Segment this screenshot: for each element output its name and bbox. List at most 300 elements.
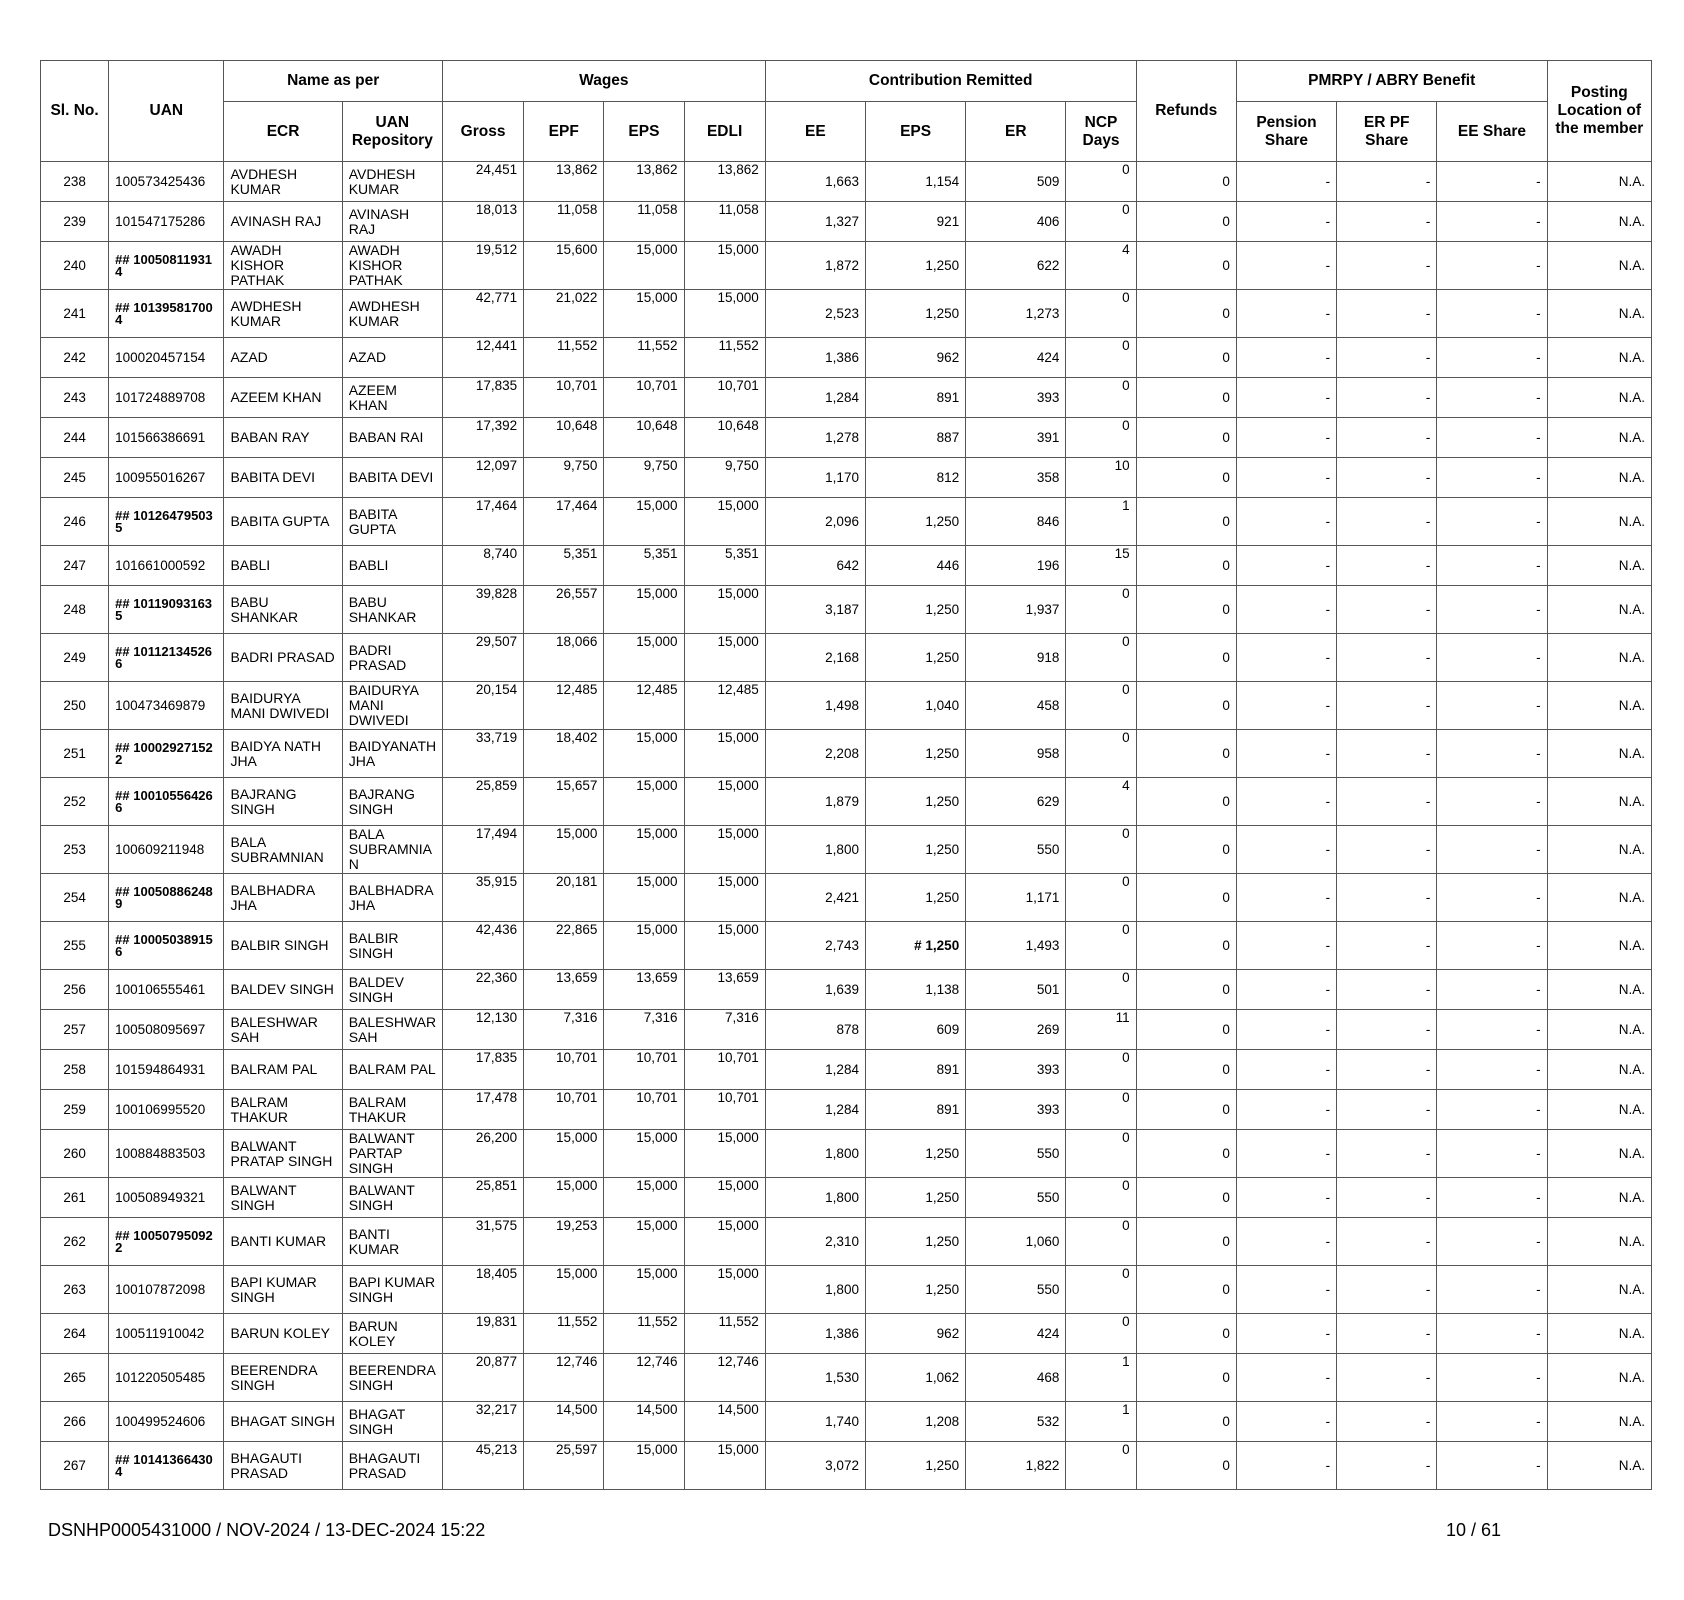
cell-ncp-days: 4 — [1066, 242, 1136, 290]
cell-eps: 13,659 — [604, 970, 684, 1010]
cell-sl-no: 245 — [41, 458, 109, 498]
cell-eps: 15,000 — [604, 1178, 684, 1218]
table-row — [41, 378, 1652, 418]
cell-ncp-days: 0 — [1066, 1218, 1136, 1266]
cell-uan-repository-name: BALRAM THAKUR — [342, 1090, 442, 1130]
cell-ee: 1,386 — [765, 1314, 865, 1354]
table-row — [41, 1402, 1652, 1442]
cell-eps: 15,000 — [604, 1218, 684, 1266]
cell-ncp-days: 4 — [1066, 778, 1136, 826]
header-name-as-per: Name as per — [224, 61, 443, 102]
cell-er: 622 — [966, 242, 1066, 290]
table-row — [41, 498, 1652, 546]
cell-ee: 878 — [765, 1010, 865, 1050]
cell-posting-location: N.A. — [1547, 634, 1651, 682]
cell-contribution-eps: 1,250 — [865, 1130, 965, 1178]
header-wages: Wages — [442, 61, 765, 102]
cell-gross: 24,451 — [442, 162, 523, 202]
cell-ecr-name: BALESHWAR SAH — [224, 1010, 342, 1050]
cell-uan: ## 10010556426 6 — [109, 778, 224, 826]
cell-uan-repository-name: BABLI — [342, 546, 442, 586]
cell-ecr-name: BALRAM THAKUR — [224, 1090, 342, 1130]
cell-pension-share: - — [1236, 1402, 1336, 1442]
cell-ncp-days: 0 — [1066, 586, 1136, 634]
cell-uan-repository-name: BAIDURYA MANI DWIVEDI — [342, 682, 442, 730]
cell-uan: 100508095697 — [109, 1010, 224, 1050]
cell-sl-no: 244 — [41, 418, 109, 458]
cell-sl-no: 254 — [41, 874, 109, 922]
cell-er-pf-share: - — [1337, 586, 1437, 634]
cell-eps: 5,351 — [604, 546, 684, 586]
cell-gross: 22,360 — [442, 970, 523, 1010]
cell-uan: 100473469879 — [109, 682, 224, 730]
cell-gross: 18,013 — [442, 202, 523, 242]
cell-epf: 7,316 — [524, 1010, 604, 1050]
cell-sl-no: 258 — [41, 1050, 109, 1090]
cell-er: 1,171 — [966, 874, 1066, 922]
cell-epf: 19,253 — [524, 1218, 604, 1266]
cell-er: 918 — [966, 634, 1066, 682]
cell-epf: 20,181 — [524, 874, 604, 922]
cell-refunds: 0 — [1136, 242, 1236, 290]
cell-gross: 45,213 — [442, 1442, 523, 1490]
cell-uan: ## 10050811931 4 — [109, 242, 224, 290]
cell-er: 468 — [966, 1354, 1066, 1402]
cell-ee-share: - — [1437, 1130, 1547, 1178]
cell-posting-location: N.A. — [1547, 162, 1651, 202]
cell-ncp-days: 0 — [1066, 874, 1136, 922]
cell-er: 550 — [966, 826, 1066, 874]
cell-refunds: 0 — [1136, 458, 1236, 498]
cell-posting-location: N.A. — [1547, 338, 1651, 378]
cell-eps: 11,058 — [604, 202, 684, 242]
table-row — [41, 1266, 1652, 1314]
cell-ecr-name: BAIDURYA MANI DWIVEDI — [224, 682, 342, 730]
cell-ncp-days: 0 — [1066, 1178, 1136, 1218]
cell-er: 846 — [966, 498, 1066, 546]
cell-posting-location: N.A. — [1547, 730, 1651, 778]
cell-edli: 15,000 — [684, 922, 765, 970]
cell-ee-share: - — [1437, 826, 1547, 874]
cell-er: 1,273 — [966, 290, 1066, 338]
cell-refunds: 0 — [1136, 1178, 1236, 1218]
ecr-contribution-table — [40, 60, 1652, 1490]
cell-epf: 21,022 — [524, 290, 604, 338]
cell-sl-no: 252 — [41, 778, 109, 826]
cell-uan-repository-name: BALRAM PAL — [342, 1050, 442, 1090]
cell-ee: 3,187 — [765, 586, 865, 634]
cell-sl-no: 266 — [41, 1402, 109, 1442]
cell-er: 458 — [966, 682, 1066, 730]
cell-uan: 101661000592 — [109, 546, 224, 586]
cell-edli: 15,000 — [684, 1442, 765, 1490]
cell-pension-share: - — [1236, 1010, 1336, 1050]
cell-eps: 10,701 — [604, 1090, 684, 1130]
table-row — [41, 778, 1652, 826]
cell-ee-share: - — [1437, 1266, 1547, 1314]
cell-edli: 10,701 — [684, 378, 765, 418]
table-row — [41, 826, 1652, 874]
cell-eps: 15,000 — [604, 242, 684, 290]
cell-refunds: 0 — [1136, 634, 1236, 682]
cell-pension-share: - — [1236, 546, 1336, 586]
cell-ecr-name: BANTI KUMAR — [224, 1218, 342, 1266]
cell-edli: 12,746 — [684, 1354, 765, 1402]
cell-gross: 17,392 — [442, 418, 523, 458]
header-sl-no: Sl. No. — [41, 61, 109, 162]
cell-pension-share: - — [1236, 1050, 1336, 1090]
cell-er-pf-share: - — [1337, 162, 1437, 202]
cell-uan: 100573425436 — [109, 162, 224, 202]
cell-uan-repository-name: BALBHADRA JHA — [342, 874, 442, 922]
cell-ee: 1,170 — [765, 458, 865, 498]
cell-uan-repository-name: BABITA DEVI — [342, 458, 442, 498]
cell-refunds: 0 — [1136, 418, 1236, 458]
cell-edli: 11,552 — [684, 1314, 765, 1354]
cell-uan: 100106555461 — [109, 970, 224, 1010]
cell-edli: 13,659 — [684, 970, 765, 1010]
table-row — [41, 458, 1652, 498]
cell-uan-repository-name: AZEEM KHAN — [342, 378, 442, 418]
cell-contribution-eps: 1,208 — [865, 1402, 965, 1442]
cell-sl-no: 239 — [41, 202, 109, 242]
cell-gross: 35,915 — [442, 874, 523, 922]
cell-eps: 15,000 — [604, 634, 684, 682]
cell-posting-location: N.A. — [1547, 1178, 1651, 1218]
cell-uan: 100955016267 — [109, 458, 224, 498]
cell-ecr-name: BABITA GUPTA — [224, 498, 342, 546]
cell-sl-no: 255 — [41, 922, 109, 970]
cell-edli: 9,750 — [684, 458, 765, 498]
cell-er-pf-share: - — [1337, 874, 1437, 922]
cell-ecr-name: BHAGAT SINGH — [224, 1402, 342, 1442]
cell-ncp-days: 10 — [1066, 458, 1136, 498]
cell-pension-share: - — [1236, 1130, 1336, 1178]
cell-refunds: 0 — [1136, 1266, 1236, 1314]
cell-er-pf-share: - — [1337, 1050, 1437, 1090]
cell-ee-share: - — [1437, 458, 1547, 498]
cell-uan: 100106995520 — [109, 1090, 224, 1130]
cell-ecr-name: BAPI KUMAR SINGH — [224, 1266, 342, 1314]
cell-ee: 1,327 — [765, 202, 865, 242]
cell-uan-repository-name: BABAN RAI — [342, 418, 442, 458]
cell-posting-location: N.A. — [1547, 242, 1651, 290]
cell-epf: 15,600 — [524, 242, 604, 290]
cell-refunds: 0 — [1136, 202, 1236, 242]
header-edli: EDLI — [684, 102, 765, 162]
cell-eps: 15,000 — [604, 874, 684, 922]
cell-ncp-days: 0 — [1066, 826, 1136, 874]
cell-ee: 2,421 — [765, 874, 865, 922]
cell-eps: 15,000 — [604, 730, 684, 778]
table-row — [41, 290, 1652, 338]
cell-ee-share: - — [1437, 1050, 1547, 1090]
cell-contribution-eps: 1,250 — [865, 586, 965, 634]
cell-uan: 100020457154 — [109, 338, 224, 378]
cell-epf: 15,000 — [524, 1130, 604, 1178]
cell-eps: 12,746 — [604, 1354, 684, 1402]
cell-uan-repository-name: BEERENDRA SINGH — [342, 1354, 442, 1402]
cell-er-pf-share: - — [1337, 1266, 1437, 1314]
cell-ncp-days: 0 — [1066, 1314, 1136, 1354]
cell-ncp-days: 0 — [1066, 162, 1136, 202]
cell-ncp-days: 0 — [1066, 202, 1136, 242]
cell-uan-repository-name: BALWANT SINGH — [342, 1178, 442, 1218]
cell-ncp-days: 0 — [1066, 1090, 1136, 1130]
cell-edli: 15,000 — [684, 290, 765, 338]
cell-uan: 100609211948 — [109, 826, 224, 874]
cell-sl-no: 265 — [41, 1354, 109, 1402]
cell-ee: 1,663 — [765, 162, 865, 202]
cell-sl-no: 267 — [41, 1442, 109, 1490]
cell-posting-location: N.A. — [1547, 922, 1651, 970]
cell-edli: 15,000 — [684, 1178, 765, 1218]
cell-ee-share: - — [1437, 778, 1547, 826]
cell-eps: 15,000 — [604, 586, 684, 634]
cell-er-pf-share: - — [1337, 1442, 1437, 1490]
cell-posting-location: N.A. — [1547, 1050, 1651, 1090]
cell-ncp-days: 0 — [1066, 338, 1136, 378]
cell-er-pf-share: - — [1337, 1010, 1437, 1050]
cell-uan-repository-name: BAIDYANATH JHA — [342, 730, 442, 778]
cell-eps: 7,316 — [604, 1010, 684, 1050]
cell-gross: 18,405 — [442, 1266, 523, 1314]
cell-ee-share: - — [1437, 1402, 1547, 1442]
cell-uan: 100508949321 — [109, 1178, 224, 1218]
cell-edli: 14,500 — [684, 1402, 765, 1442]
cell-gross: 19,831 — [442, 1314, 523, 1354]
cell-er-pf-share: - — [1337, 1314, 1437, 1354]
cell-eps: 15,000 — [604, 290, 684, 338]
cell-er: 550 — [966, 1178, 1066, 1218]
cell-er-pf-share: - — [1337, 242, 1437, 290]
cell-epf: 22,865 — [524, 922, 604, 970]
cell-ee: 2,743 — [765, 922, 865, 970]
cell-edli: 15,000 — [684, 874, 765, 922]
cell-posting-location: N.A. — [1547, 458, 1651, 498]
cell-eps: 15,000 — [604, 826, 684, 874]
cell-epf: 5,351 — [524, 546, 604, 586]
cell-sl-no: 249 — [41, 634, 109, 682]
header-er-pf-share: ER PF Share — [1337, 102, 1437, 162]
cell-gross: 26,200 — [442, 1130, 523, 1178]
cell-eps: 9,750 — [604, 458, 684, 498]
cell-uan: 101547175286 — [109, 202, 224, 242]
cell-ee: 1,872 — [765, 242, 865, 290]
cell-posting-location: N.A. — [1547, 1402, 1651, 1442]
cell-edli: 15,000 — [684, 634, 765, 682]
cell-sl-no: 256 — [41, 970, 109, 1010]
table-row — [41, 922, 1652, 970]
cell-pension-share: - — [1236, 1218, 1336, 1266]
cell-ecr-name: BEERENDRA SINGH — [224, 1354, 342, 1402]
cell-pension-share: - — [1236, 730, 1336, 778]
table-row — [41, 586, 1652, 634]
cell-eps: 15,000 — [604, 1266, 684, 1314]
cell-gross: 12,130 — [442, 1010, 523, 1050]
cell-pension-share: - — [1236, 922, 1336, 970]
header-eps: EPS — [604, 102, 684, 162]
cell-sl-no: 238 — [41, 162, 109, 202]
cell-er: 550 — [966, 1130, 1066, 1178]
cell-contribution-eps: 1,250 — [865, 290, 965, 338]
cell-er-pf-share: - — [1337, 1130, 1437, 1178]
cell-epf: 11,552 — [524, 1314, 604, 1354]
cell-sl-no: 259 — [41, 1090, 109, 1130]
cell-ncp-days: 1 — [1066, 1354, 1136, 1402]
cell-eps: 15,000 — [604, 922, 684, 970]
cell-contribution-eps: 1,250 — [865, 498, 965, 546]
cell-ee-share: - — [1437, 162, 1547, 202]
cell-contribution-eps: 1,250 — [865, 826, 965, 874]
cell-uan: 100499524606 — [109, 1402, 224, 1442]
cell-ncp-days: 1 — [1066, 1402, 1136, 1442]
cell-ecr-name: BALA SUBRAMNIAN — [224, 826, 342, 874]
cell-uan-repository-name: BABITA GUPTA — [342, 498, 442, 546]
cell-refunds: 0 — [1136, 1010, 1236, 1050]
cell-ee: 2,523 — [765, 290, 865, 338]
header-ncp-days: NCP Days — [1066, 102, 1136, 162]
cell-ee: 1,879 — [765, 778, 865, 826]
table-row — [41, 1314, 1652, 1354]
cell-refunds: 0 — [1136, 1090, 1236, 1130]
cell-er-pf-share: - — [1337, 1218, 1437, 1266]
table-row — [41, 418, 1652, 458]
cell-ee-share: - — [1437, 586, 1547, 634]
cell-sl-no: 251 — [41, 730, 109, 778]
cell-ee-share: - — [1437, 1354, 1547, 1402]
cell-ncp-days: 1 — [1066, 498, 1136, 546]
cell-sl-no: 241 — [41, 290, 109, 338]
cell-uan-repository-name: AWDHESH KUMAR — [342, 290, 442, 338]
cell-ee-share: - — [1437, 202, 1547, 242]
cell-contribution-eps: 1,250 — [865, 730, 965, 778]
cell-epf: 12,485 — [524, 682, 604, 730]
header-uan-repository: UAN Repository — [342, 102, 442, 162]
cell-ee-share: - — [1437, 418, 1547, 458]
cell-posting-location: N.A. — [1547, 874, 1651, 922]
table-row — [41, 1354, 1652, 1402]
cell-edli: 15,000 — [684, 586, 765, 634]
cell-sl-no: 264 — [41, 1314, 109, 1354]
cell-er-pf-share: - — [1337, 290, 1437, 338]
cell-contribution-eps: 1,040 — [865, 682, 965, 730]
cell-contribution-eps: 1,250 — [865, 1442, 965, 1490]
cell-er-pf-share: - — [1337, 458, 1437, 498]
cell-epf: 18,402 — [524, 730, 604, 778]
cell-uan-repository-name: BABU SHANKAR — [342, 586, 442, 634]
cell-gross: 42,771 — [442, 290, 523, 338]
cell-er: 424 — [966, 1314, 1066, 1354]
cell-edli: 15,000 — [684, 242, 765, 290]
cell-uan: ## 10050795092 2 — [109, 1218, 224, 1266]
cell-uan-repository-name: BAPI KUMAR SINGH — [342, 1266, 442, 1314]
cell-ee: 1,800 — [765, 826, 865, 874]
cell-refunds: 0 — [1136, 730, 1236, 778]
cell-er: 1,493 — [966, 922, 1066, 970]
cell-ee: 1,284 — [765, 1050, 865, 1090]
cell-edli: 10,701 — [684, 1050, 765, 1090]
cell-ee-share: - — [1437, 970, 1547, 1010]
table-row — [41, 1050, 1652, 1090]
cell-uan: ## 10126479503 5 — [109, 498, 224, 546]
cell-refunds: 0 — [1136, 1442, 1236, 1490]
cell-eps: 10,648 — [604, 418, 684, 458]
cell-contribution-eps: 1,250 — [865, 778, 965, 826]
cell-ee: 1,498 — [765, 682, 865, 730]
cell-uan: ## 10119093163 5 — [109, 586, 224, 634]
cell-gross: 20,154 — [442, 682, 523, 730]
table-row — [41, 202, 1652, 242]
cell-uan: ## 10050886248 9 — [109, 874, 224, 922]
cell-ncp-days: 0 — [1066, 922, 1136, 970]
cell-uan: ## 10139581700 4 — [109, 290, 224, 338]
cell-er-pf-share: - — [1337, 202, 1437, 242]
cell-er: 1,937 — [966, 586, 1066, 634]
table-row — [41, 1442, 1652, 1490]
cell-er-pf-share: - — [1337, 922, 1437, 970]
cell-uan-repository-name: BHAGAT SINGH — [342, 1402, 442, 1442]
cell-pension-share: - — [1236, 826, 1336, 874]
table-body — [41, 162, 1652, 1490]
cell-contribution-eps: 1,154 — [865, 162, 965, 202]
cell-contribution-eps: 446 — [865, 546, 965, 586]
cell-er: 358 — [966, 458, 1066, 498]
cell-ecr-name: BADRI PRASAD — [224, 634, 342, 682]
cell-pension-share: - — [1236, 498, 1336, 546]
cell-ecr-name: AWDHESH KUMAR — [224, 290, 342, 338]
cell-refunds: 0 — [1136, 290, 1236, 338]
header-uan: UAN — [109, 61, 224, 162]
cell-uan: ## 10141366430 4 — [109, 1442, 224, 1490]
cell-ecr-name: BARUN KOLEY — [224, 1314, 342, 1354]
document-reference: DSNHP0005431000 / NOV-2024 / 13-DEC-2024 15:22 — [48, 1520, 486, 1540]
cell-ee-share: - — [1437, 290, 1547, 338]
cell-posting-location: N.A. — [1547, 778, 1651, 826]
cell-er-pf-share: - — [1337, 970, 1437, 1010]
cell-ee: 2,208 — [765, 730, 865, 778]
cell-er: 391 — [966, 418, 1066, 458]
header-pension-share: Pension Share — [1236, 102, 1336, 162]
cell-sl-no: 248 — [41, 586, 109, 634]
cell-ecr-name: BALBHADRA JHA — [224, 874, 342, 922]
cell-edli: 15,000 — [684, 1266, 765, 1314]
cell-er: 509 — [966, 162, 1066, 202]
cell-ecr-name: BABITA DEVI — [224, 458, 342, 498]
cell-contribution-eps: 891 — [865, 1050, 965, 1090]
cell-ncp-days: 0 — [1066, 1266, 1136, 1314]
cell-pension-share: - — [1236, 682, 1336, 730]
cell-ee-share: - — [1437, 922, 1547, 970]
cell-ee-share: - — [1437, 378, 1547, 418]
cell-eps: 15,000 — [604, 1442, 684, 1490]
cell-ncp-days: 0 — [1066, 970, 1136, 1010]
cell-er-pf-share: - — [1337, 378, 1437, 418]
cell-uan-repository-name: AVDHESH KUMAR — [342, 162, 442, 202]
cell-pension-share: - — [1236, 202, 1336, 242]
cell-epf: 17,464 — [524, 498, 604, 546]
cell-pension-share: - — [1236, 162, 1336, 202]
cell-er: 958 — [966, 730, 1066, 778]
cell-contribution-eps: 609 — [865, 1010, 965, 1050]
cell-uan-repository-name: AZAD — [342, 338, 442, 378]
cell-er-pf-share: - — [1337, 778, 1437, 826]
table-row — [41, 1218, 1652, 1266]
cell-ncp-days: 0 — [1066, 378, 1136, 418]
cell-posting-location: N.A. — [1547, 290, 1651, 338]
cell-edli: 15,000 — [684, 498, 765, 546]
cell-ecr-name: BALDEV SINGH — [224, 970, 342, 1010]
